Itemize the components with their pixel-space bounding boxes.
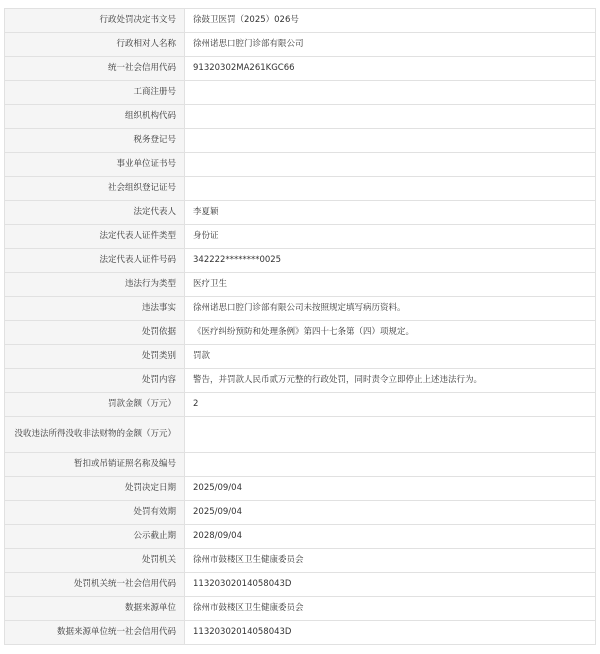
field-label: 法定代表人证件类型 [5, 225, 185, 249]
field-label: 工商注册号 [5, 81, 185, 105]
table-row [5, 321, 596, 345]
table-row [5, 477, 596, 501]
table-row [5, 453, 596, 477]
table-row [5, 273, 596, 297]
table-row [5, 177, 596, 201]
table-row [5, 621, 596, 645]
field-label: 处罚内容 [5, 369, 185, 393]
field-label: 事业单位证书号 [5, 153, 185, 177]
field-value: 警告，并罚款人民币贰万元整的行政处罚，同时责令立即停止上述违法行为。 [185, 369, 596, 393]
field-value [185, 453, 596, 477]
field-label: 行政相对人名称 [5, 33, 185, 57]
field-value: 《医疗纠纷预防和处理条例》第四十七条第（四）项规定。 [185, 321, 596, 345]
field-value: 徐鼓卫医罚（2025）026号 [185, 9, 596, 33]
field-value [185, 105, 596, 129]
field-value: 2025/09/04 [185, 477, 596, 501]
table-row [5, 129, 596, 153]
field-label: 违法行为类型 [5, 273, 185, 297]
field-value: 2028/09/04 [185, 525, 596, 549]
record-panel [4, 8, 596, 645]
field-label: 法定代表人 [5, 201, 185, 225]
field-label: 组织机构代码 [5, 105, 185, 129]
field-value: 11320302014058043D [185, 573, 596, 597]
table-row [5, 57, 596, 81]
field-value: 身份证 [185, 225, 596, 249]
field-label: 暂扣或吊销证照名称及编号 [5, 453, 185, 477]
field-value: 李夏颖 [185, 201, 596, 225]
table-row [5, 597, 596, 621]
field-label: 处罚机关统一社会信用代码 [5, 573, 185, 597]
table-row [5, 33, 596, 57]
field-value: 医疗卫生 [185, 273, 596, 297]
field-value [185, 129, 596, 153]
field-label: 法定代表人证件号码 [5, 249, 185, 273]
field-label: 公示截止期 [5, 525, 185, 549]
field-label: 罚款金额（万元） [5, 393, 185, 417]
table-row [5, 249, 596, 273]
field-label: 处罚有效期 [5, 501, 185, 525]
field-value: 2025/09/04 [185, 501, 596, 525]
field-label: 没收违法所得没收非法财物的金额（万元） [5, 417, 185, 453]
table-row [5, 225, 596, 249]
table-row [5, 417, 596, 453]
field-value: 徐州诺思口腔门诊部有限公司 [185, 33, 596, 57]
field-value: 徐州市鼓楼区卫生健康委员会 [185, 549, 596, 573]
table-row [5, 345, 596, 369]
field-value: 2 [185, 393, 596, 417]
table-row [5, 501, 596, 525]
table-row [5, 573, 596, 597]
field-value: 徐州市鼓楼区卫生健康委员会 [185, 597, 596, 621]
field-label: 行政处罚决定书文号 [5, 9, 185, 33]
penalty-info-rows [5, 9, 596, 645]
field-value: 342222********0025 [185, 249, 596, 273]
field-label: 处罚决定日期 [5, 477, 185, 501]
table-row [5, 369, 596, 393]
field-value [185, 417, 596, 453]
field-label: 处罚机关 [5, 549, 185, 573]
table-row [5, 153, 596, 177]
field-label: 数据来源单位统一社会信用代码 [5, 621, 185, 645]
field-value: 11320302014058043D [185, 621, 596, 645]
field-label: 统一社会信用代码 [5, 57, 185, 81]
field-value [185, 81, 596, 105]
table-row [5, 201, 596, 225]
table-row [5, 105, 596, 129]
field-label: 处罚类别 [5, 345, 185, 369]
table-row [5, 525, 596, 549]
field-label: 社会组织登记证号 [5, 177, 185, 201]
table-row [5, 297, 596, 321]
table-row [5, 549, 596, 573]
field-label: 数据来源单位 [5, 597, 185, 621]
field-label: 违法事实 [5, 297, 185, 321]
field-value [185, 177, 596, 201]
field-value: 罚款 [185, 345, 596, 369]
field-value: 徐州诺思口腔门诊部有限公司未按照规定填写病历资料。 [185, 297, 596, 321]
field-value: 91320302MA261KGC66 [185, 57, 596, 81]
field-label: 处罚依据 [5, 321, 185, 345]
penalty-info-table [4, 8, 596, 645]
field-value [185, 153, 596, 177]
table-row [5, 393, 596, 417]
field-label: 税务登记号 [5, 129, 185, 153]
table-row [5, 9, 596, 33]
table-row [5, 81, 596, 105]
